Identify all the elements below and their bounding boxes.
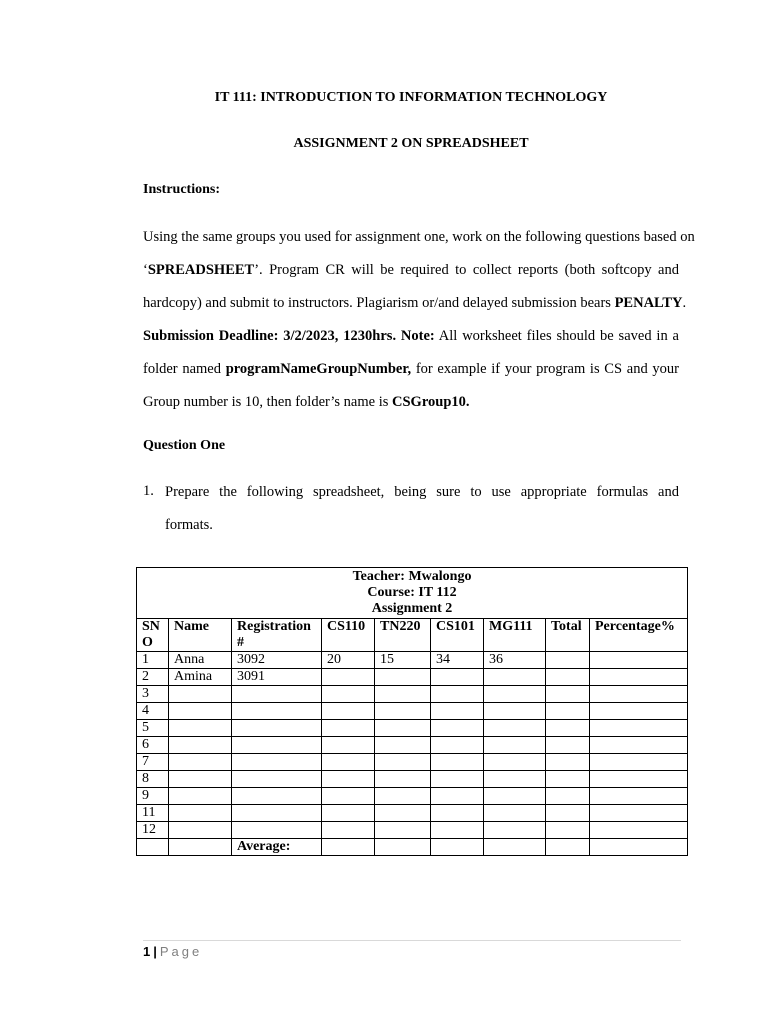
cell-cs110 [322, 822, 375, 839]
cell-sno: 9 [137, 788, 169, 805]
table-body [137, 652, 688, 839]
cell-cs110 [322, 703, 375, 720]
question-line-1: Prepare the following spreadsheet, being sure to use appropriate formulas and [165, 484, 679, 500]
instructions-line-6 [143, 393, 679, 426]
cell-pct [590, 754, 688, 771]
cell-tn220 [375, 669, 431, 686]
average-label: Average: [232, 839, 322, 856]
header-percentage: Percentage% [590, 619, 688, 652]
document-title: IT 111: INTRODUCTION TO INFORMATION TECHNOLOGY [214, 90, 608, 105]
cell-cs101: 34 [431, 652, 484, 669]
cell-total [546, 720, 590, 737]
cell-pct [590, 737, 688, 754]
cell-tn220 [375, 754, 431, 771]
cell-cs110 [322, 771, 375, 788]
instructions-line-1 [143, 228, 695, 261]
cell-mg111 [484, 754, 546, 771]
cell-name: Amina [169, 669, 232, 686]
cell-pct [590, 771, 688, 788]
cell-name [169, 720, 232, 737]
cell-total [546, 669, 590, 686]
cell-cs110 [322, 754, 375, 771]
question-number: 1. [143, 483, 154, 499]
cell-mg111 [484, 669, 546, 686]
header-name: Name [169, 619, 232, 652]
course-label: Course: IT 112 [367, 585, 457, 600]
average-tn220 [375, 839, 431, 856]
cell-tn220 [375, 737, 431, 754]
cell-mg111 [484, 805, 546, 822]
header-mg111: MG111 [484, 619, 546, 652]
cell-cs101 [431, 788, 484, 805]
cell-name: Anna [169, 652, 232, 669]
average-percentage [590, 839, 688, 856]
cell-cs110 [322, 737, 375, 754]
cell-tn220 [375, 771, 431, 788]
cell-pct [590, 720, 688, 737]
cell-pct [590, 652, 688, 669]
cell-sno: 8 [137, 771, 169, 788]
cell-reg [232, 703, 322, 720]
cell-name [169, 771, 232, 788]
cell-cs101 [431, 669, 484, 686]
cell-name [169, 754, 232, 771]
cell-tn220 [375, 686, 431, 703]
cell-cs101 [431, 703, 484, 720]
table-row [137, 822, 688, 839]
cell-sno: 5 [137, 720, 169, 737]
cell-cs110 [322, 669, 375, 686]
table-header-row [137, 619, 688, 652]
cell-sno: 12 [137, 822, 169, 839]
instructions-text: folder named [143, 361, 226, 377]
instructions-text: for example if your program is CS and your [411, 361, 679, 377]
cell-tn220 [375, 805, 431, 822]
assignment-label: Assignment 2 [371, 601, 453, 616]
spreadsheet-emphasis: SPREADSHEET [147, 262, 255, 278]
average-cell-sno [137, 839, 169, 856]
header-registration: Registration # [232, 619, 322, 652]
header-cs101: CS101 [431, 619, 484, 652]
table-row [137, 720, 688, 737]
cell-reg [232, 737, 322, 754]
cell-mg111 [484, 686, 546, 703]
question-text [165, 483, 679, 549]
cell-total [546, 788, 590, 805]
cell-pct [590, 788, 688, 805]
cell-sno: 2 [137, 669, 169, 686]
cell-reg [232, 754, 322, 771]
cell-tn220 [375, 822, 431, 839]
cell-mg111 [484, 703, 546, 720]
deadline-emphasis: Submission Deadline: 3/2/2023, 1230hrs. Note: [143, 328, 435, 344]
instructions-line-3 [143, 294, 687, 327]
cell-pct [590, 805, 688, 822]
cell-reg [232, 720, 322, 737]
cell-cs110 [322, 805, 375, 822]
cell-sno: 1 [137, 652, 169, 669]
cell-name [169, 686, 232, 703]
cell-pct [590, 669, 688, 686]
instructions-text: Using the same groups you used for assignment one, work on the following questions based on [143, 229, 695, 245]
cell-mg111 [484, 720, 546, 737]
penalty-emphasis: PENALTY [614, 295, 683, 311]
cell-mg111 [484, 822, 546, 839]
question-one-heading: Question One [143, 438, 226, 453]
header-sno: SN O [137, 619, 169, 652]
table-caption [137, 568, 688, 619]
table-row [137, 686, 688, 703]
cell-sno: 3 [137, 686, 169, 703]
cell-reg: 3092 [232, 652, 322, 669]
cell-total [546, 754, 590, 771]
header-cs110: CS110 [322, 619, 375, 652]
cell-sno: 11 [137, 805, 169, 822]
cell-mg111 [484, 737, 546, 754]
cell-tn220: 15 [375, 652, 431, 669]
header-total: Total [546, 619, 590, 652]
page-number: 1 [143, 944, 151, 959]
average-cell-name [169, 839, 232, 856]
cell-cs110 [322, 686, 375, 703]
instructions-line-5 [143, 360, 679, 393]
cell-cs101 [431, 754, 484, 771]
cell-cs101 [431, 720, 484, 737]
example-folder-emphasis: CSGroup10. [392, 394, 470, 410]
instructions-text: . [682, 295, 687, 311]
cell-sno: 7 [137, 754, 169, 771]
table-row [137, 737, 688, 754]
cell-cs101 [431, 805, 484, 822]
table-row [137, 771, 688, 788]
cell-pct [590, 686, 688, 703]
cell-name [169, 788, 232, 805]
cell-cs101 [431, 737, 484, 754]
table-row [137, 754, 688, 771]
footer-divider [143, 940, 681, 941]
cell-name [169, 703, 232, 720]
page-separator: | [153, 944, 157, 959]
document-subtitle: ASSIGNMENT 2 ON SPREADSHEET [293, 136, 529, 151]
cell-reg [232, 805, 322, 822]
table-row [137, 669, 688, 686]
instructions-heading: Instructions: [143, 182, 221, 197]
cell-reg [232, 686, 322, 703]
table-row [137, 805, 688, 822]
header-tn220: TN220 [375, 619, 431, 652]
table-row [137, 703, 688, 720]
average-total [546, 839, 590, 856]
average-cs101 [431, 839, 484, 856]
cell-sno: 4 [137, 703, 169, 720]
cell-pct [590, 822, 688, 839]
cell-total [546, 805, 590, 822]
cell-cs110 [322, 788, 375, 805]
instructions-text: ’. Program CR will be required to collect reports (both softcopy and [254, 262, 679, 278]
instructions-text: Group number is 10, then folder’s name is [143, 394, 393, 410]
cell-cs101 [431, 686, 484, 703]
cell-reg [232, 822, 322, 839]
average-row [137, 839, 688, 856]
cell-total [546, 703, 590, 720]
cell-cs101 [431, 822, 484, 839]
cell-cs101 [431, 771, 484, 788]
folder-name-emphasis: programNameGroupNumber, [225, 361, 412, 377]
cell-mg111 [484, 788, 546, 805]
cell-total [546, 771, 590, 788]
table-row [137, 788, 688, 805]
grades-table [136, 567, 688, 856]
cell-tn220 [375, 720, 431, 737]
instructions-paragraph [143, 228, 695, 426]
question-line-2: formats. [165, 517, 213, 533]
cell-tn220 [375, 703, 431, 720]
cell-name [169, 822, 232, 839]
table-row [137, 652, 688, 669]
cell-total [546, 822, 590, 839]
cell-mg111: 36 [484, 652, 546, 669]
average-cs110 [322, 839, 375, 856]
instructions-line-2 [143, 261, 679, 294]
cell-name [169, 737, 232, 754]
cell-total [546, 652, 590, 669]
cell-tn220 [375, 788, 431, 805]
instructions-text: All worksheet files should be saved in a [434, 328, 679, 344]
cell-cs110 [322, 720, 375, 737]
cell-name [169, 805, 232, 822]
average-mg111 [484, 839, 546, 856]
cell-sno: 6 [137, 737, 169, 754]
cell-pct [590, 703, 688, 720]
cell-total [546, 737, 590, 754]
page-footer [143, 944, 202, 959]
page-word: Page [159, 944, 203, 959]
instructions-line-4 [143, 327, 679, 360]
teacher-label: Teacher: Mwalongo [352, 569, 472, 584]
cell-reg: 3091 [232, 669, 322, 686]
cell-total [546, 686, 590, 703]
quote-open: ‘ [143, 262, 148, 278]
cell-mg111 [484, 771, 546, 788]
instructions-text: hardcopy) and submit to instructors. Plagiarism or/and delayed submission bears [143, 295, 615, 311]
cell-reg [232, 771, 322, 788]
cell-cs110: 20 [322, 652, 375, 669]
cell-reg [232, 788, 322, 805]
